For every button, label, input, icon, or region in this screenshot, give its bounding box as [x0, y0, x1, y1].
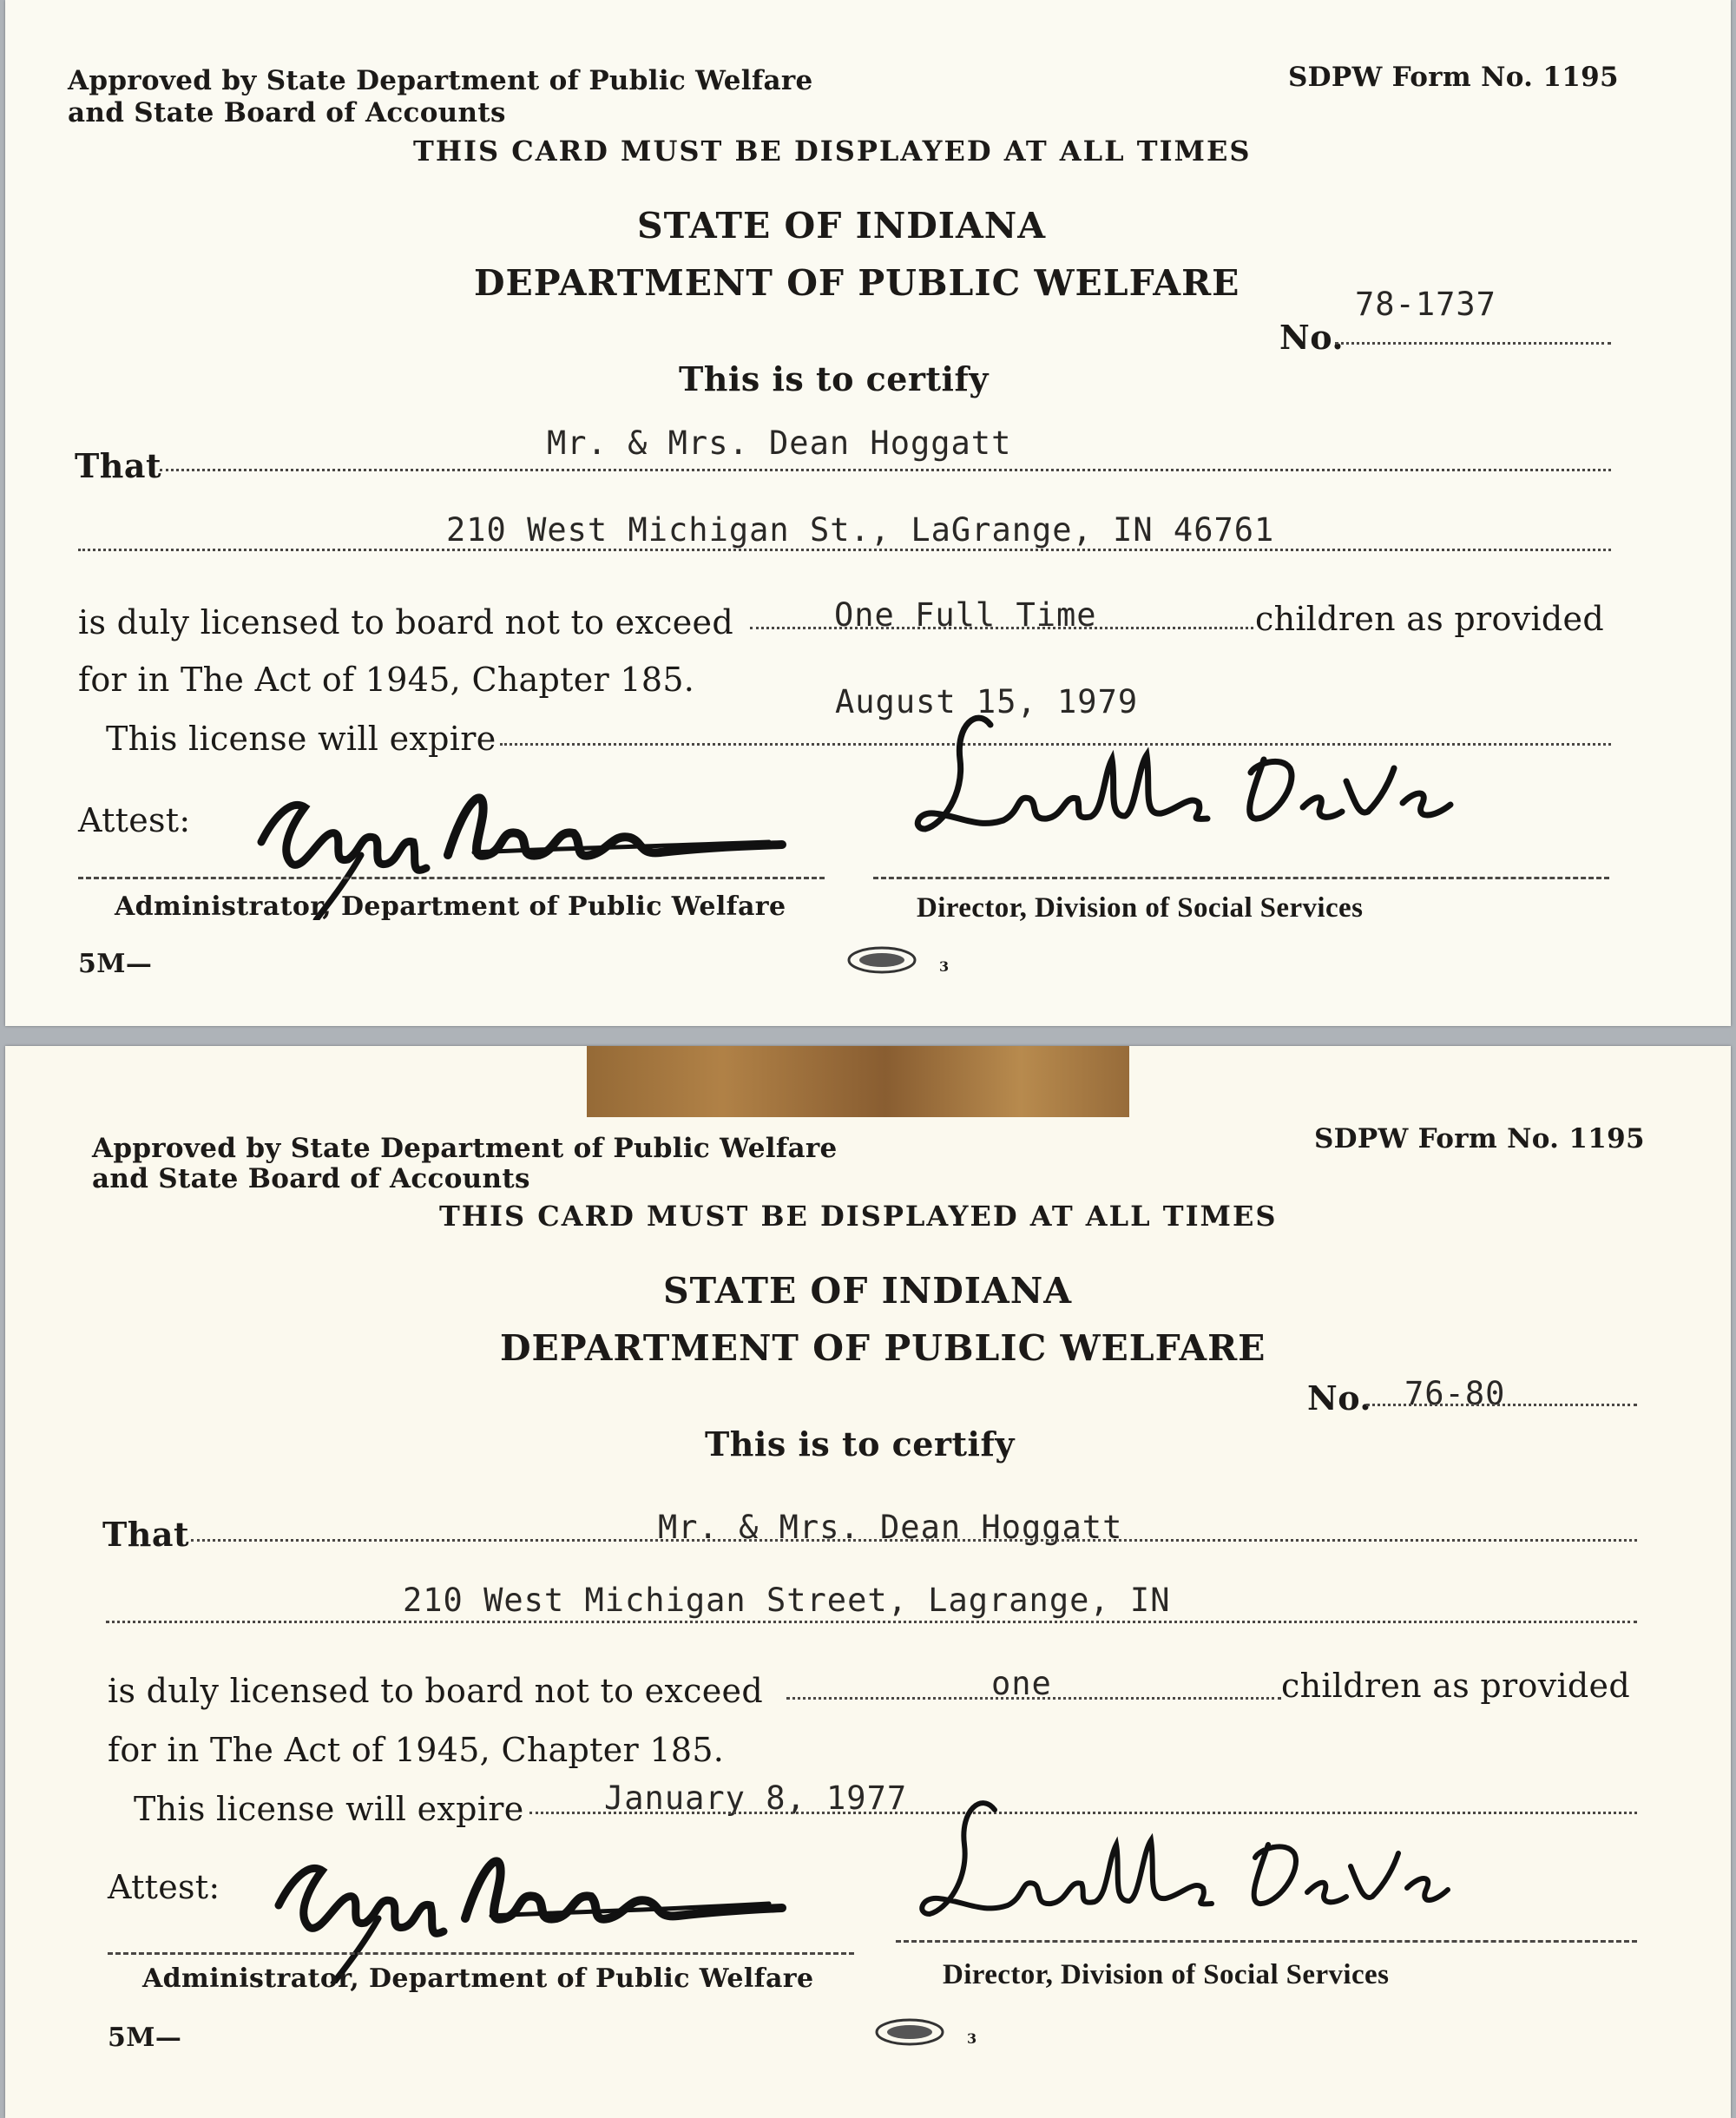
license-number-line: [1335, 342, 1611, 345]
director-signature: [908, 707, 1463, 864]
licensee-name: Mr. & Mrs. Dean Hoggatt: [547, 424, 1012, 462]
director-signature-line: [873, 877, 1609, 879]
director-signature: [899, 1792, 1455, 1949]
children-label: children as provided: [1281, 1667, 1630, 1705]
licensee-line: [160, 469, 1611, 471]
tape-residue: [587, 1046, 1129, 1117]
license-number-line: [1366, 1404, 1637, 1406]
certify-heading: This is to certify: [679, 359, 989, 398]
union-label-number: 3: [967, 2030, 977, 2047]
act-line: for in The Act of 1945, Chapter 185.: [78, 661, 695, 699]
union-label-icon: [873, 2016, 960, 2051]
approved-line-1: Approved by State Department of Public Welfare: [92, 1133, 838, 1164]
expire-label: This license will expire: [134, 1790, 524, 1828]
licensed-label: is duly licensed to board not to exceed: [78, 603, 733, 641]
department-heading: DEPARTMENT OF PUBLIC WELFARE: [474, 262, 1240, 304]
license-number-value: 76-80: [1404, 1375, 1506, 1412]
director-caption: Director, Division of Social Services: [943, 1959, 1390, 1990]
licensed-label: is duly licensed to board not to exceed: [108, 1672, 763, 1710]
state-heading: STATE OF INDIANA: [637, 205, 1047, 247]
form-number: SDPW Form No. 1195: [1288, 62, 1619, 93]
print-code: 5M—: [108, 2023, 182, 2053]
director-caption: Director, Division of Social Services: [917, 892, 1364, 924]
children-count: one: [991, 1665, 1052, 1702]
department-heading: DEPARTMENT OF PUBLIC WELFARE: [500, 1327, 1266, 1369]
licensee-name: Mr. & Mrs. Dean Hoggatt: [658, 1509, 1123, 1546]
display-notice: THIS CARD MUST BE DISPLAYED AT ALL TIMES: [413, 135, 1252, 168]
expiration-date: August 15, 1979: [835, 683, 1139, 720]
approved-line-2: and State Board of Accounts: [68, 97, 506, 128]
address-line: [78, 549, 1611, 551]
union-label-number: 3: [939, 958, 950, 975]
children-line: [786, 1697, 1281, 1700]
attest-label: Attest:: [108, 1868, 220, 1906]
administrator-signature-line: [108, 1952, 854, 1955]
children-line: [750, 627, 1253, 629]
form-number: SDPW Form No. 1195: [1314, 1123, 1645, 1154]
print-code: 5M—: [78, 949, 153, 979]
approved-line-1: Approved by State Department of Public Welfare: [68, 65, 813, 96]
certify-heading: This is to certify: [705, 1424, 1015, 1464]
licensee-line: [191, 1539, 1637, 1542]
act-line: for in The Act of 1945, Chapter 185.: [108, 1731, 725, 1769]
that-label: That: [75, 446, 162, 485]
that-label: That: [102, 1515, 190, 1554]
administrator-caption: Administrator, Department of Public Welfare: [115, 891, 786, 922]
approved-line-2: and State Board of Accounts: [92, 1163, 530, 1194]
expiration-date: January 8, 1977: [604, 1779, 908, 1817]
license-number-value: 78-1737: [1355, 286, 1496, 323]
address-line: [106, 1621, 1637, 1623]
license-card-1976: [5, 1046, 1731, 2118]
children-count: One Full Time: [834, 596, 1097, 634]
administrator-caption: Administrator, Department of Public Welfare: [142, 1963, 814, 1994]
attest-label: Attest:: [78, 801, 191, 839]
children-label: children as provided: [1255, 600, 1604, 638]
display-notice: THIS CARD MUST BE DISPLAYED AT ALL TIMES: [439, 1200, 1278, 1233]
license-number-label: No.: [1279, 318, 1345, 357]
licensee-address: 210 West Michigan Street, Lagrange, IN: [403, 1582, 1171, 1619]
director-signature-line: [896, 1940, 1637, 1943]
license-card-1978: [5, 0, 1731, 1026]
expire-label: This license will expire: [106, 720, 496, 758]
license-number-label: No.: [1307, 1378, 1372, 1417]
licensee-address: 210 West Michigan St., LaGrange, IN 46761: [446, 511, 1275, 549]
state-heading: STATE OF INDIANA: [663, 1270, 1073, 1312]
administrator-signature: [257, 1810, 812, 1983]
administrator-signature-line: [78, 877, 825, 879]
union-label-icon: [845, 944, 932, 979]
